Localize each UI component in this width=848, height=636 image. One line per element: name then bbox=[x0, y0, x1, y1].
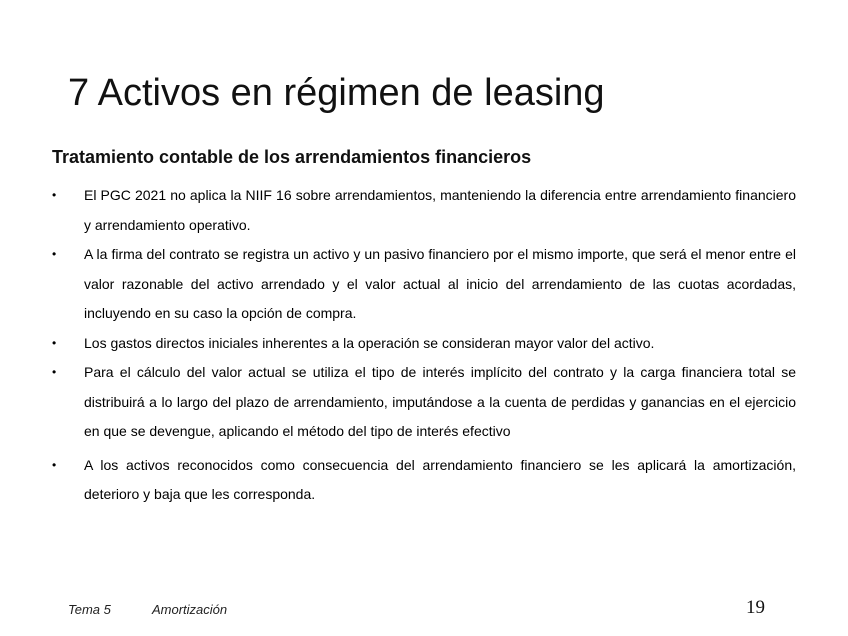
footer-subject: Amortización bbox=[152, 602, 228, 617]
bullet-item bbox=[52, 329, 796, 359]
bullet-dot-icon: • bbox=[52, 457, 57, 472]
bullet-item bbox=[52, 451, 796, 510]
slide-title: 7 Activos en régimen de leasing bbox=[68, 72, 605, 114]
bullet-text: A los activos reconocidos como consecuencia del arrendamiento financiero se les aplicará la amortización, deterioro y baja que les corresponda. bbox=[84, 456, 796, 502]
bullet-item bbox=[52, 181, 796, 240]
bullet-dot-icon: • bbox=[52, 247, 57, 261]
bullet-list bbox=[52, 181, 796, 510]
bullet-text: El PGC 2021 no aplica la NIIF 16 sobre arrendamientos, manteniendo la diferencia entre arrendamiento financiero y arrendamiento operativo. bbox=[84, 187, 796, 233]
bullet-text: Para el cálculo del valor actual se utiliza el tipo de interés implícito del contrato y la carga financiera total se distribuirá a lo largo del plazo de arrendamiento, imputándose a la cuenta de perdidas y ganancias en el ejercicio en que se devengue, aplicando el método del tipo de interés efectivo bbox=[84, 364, 796, 439]
bullet-dot-icon: • bbox=[52, 335, 57, 350]
section-subtitle: Tratamiento contable de los arrendamientos financieros bbox=[52, 147, 532, 167]
bullet-dot-icon: • bbox=[52, 365, 57, 379]
bullet-item bbox=[52, 240, 796, 329]
bullet-text: Los gastos directos iniciales inherentes a la operación se consideran mayor valor del activo. bbox=[84, 334, 655, 351]
bullet-item bbox=[52, 358, 796, 447]
page-number: 19 bbox=[746, 597, 765, 618]
bullet-text: A la firma del contrato se registra un activo y un pasivo financiero por el mismo importe, que será el menor entre el valor razonable del activo arrendado y el valor actual al inicio del arrendamiento de las cuotas acordadas, incluyendo en su caso la opción de compra. bbox=[84, 246, 796, 321]
footer-topic: Tema 5 bbox=[68, 602, 111, 617]
bullet-dot-icon: • bbox=[52, 188, 57, 202]
